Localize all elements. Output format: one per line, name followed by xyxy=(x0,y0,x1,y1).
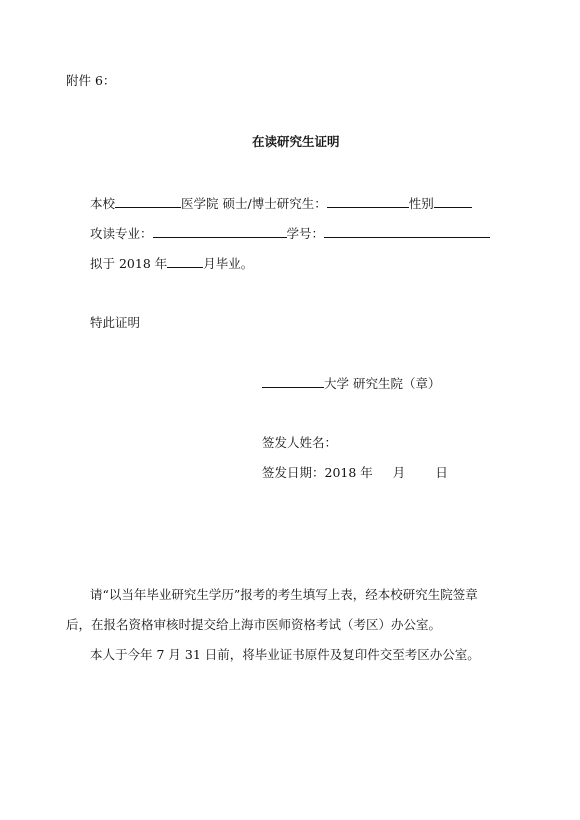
gender-blank[interactable] xyxy=(434,195,472,208)
issue-month-label: 月 xyxy=(392,465,406,480)
issue-date-label: 签发日期：2018 年 xyxy=(262,465,373,480)
university-name-blank[interactable] xyxy=(262,375,324,388)
issue-date-line xyxy=(262,465,448,481)
attachment-label: 附件 6： xyxy=(66,73,116,88)
degree-label: 医学院 硕士/博士研究生： xyxy=(181,196,327,211)
student-name-blank[interactable] xyxy=(327,195,409,208)
student-id-label: 学号： xyxy=(286,226,325,241)
graduation-suffix: 月毕业。 xyxy=(203,256,254,271)
graduation-prefix: 拟于 2018 年 xyxy=(90,256,168,271)
document-title: 在读研究生证明 xyxy=(252,134,340,149)
university-seal-line xyxy=(262,375,440,392)
university-seal-label: 大学 研究生院（章） xyxy=(324,376,441,391)
student-id-blank[interactable] xyxy=(324,225,490,238)
major-label: 攻读专业： xyxy=(90,226,153,241)
form-line-2 xyxy=(90,225,490,242)
note-paragraph-1-line-2: 后，在报名资格审核时提交给上海市医师资格考试（考区）办公室。 xyxy=(66,617,442,632)
school-prefix: 本校 xyxy=(90,196,116,211)
graduation-month-blank[interactable] xyxy=(167,255,203,268)
signer-name-label: 签发人姓名： xyxy=(262,435,338,450)
form-line-1 xyxy=(90,195,472,212)
note-paragraph-2: 本人于今年 7 月 31 日前，将毕业证书原件及复印件交至考区办公室。 xyxy=(90,647,480,662)
major-blank[interactable] xyxy=(153,225,287,238)
certify-text: 特此证明 xyxy=(90,315,141,330)
issue-day-label: 日 xyxy=(435,465,448,480)
gender-label: 性别 xyxy=(408,196,434,211)
note-paragraph-1-line-1: 请“以当年毕业研究生学历”报考的考生填写上表，经本校研究生院签章 xyxy=(90,587,478,602)
form-line-3 xyxy=(90,255,253,272)
school-name-blank[interactable] xyxy=(115,195,181,208)
